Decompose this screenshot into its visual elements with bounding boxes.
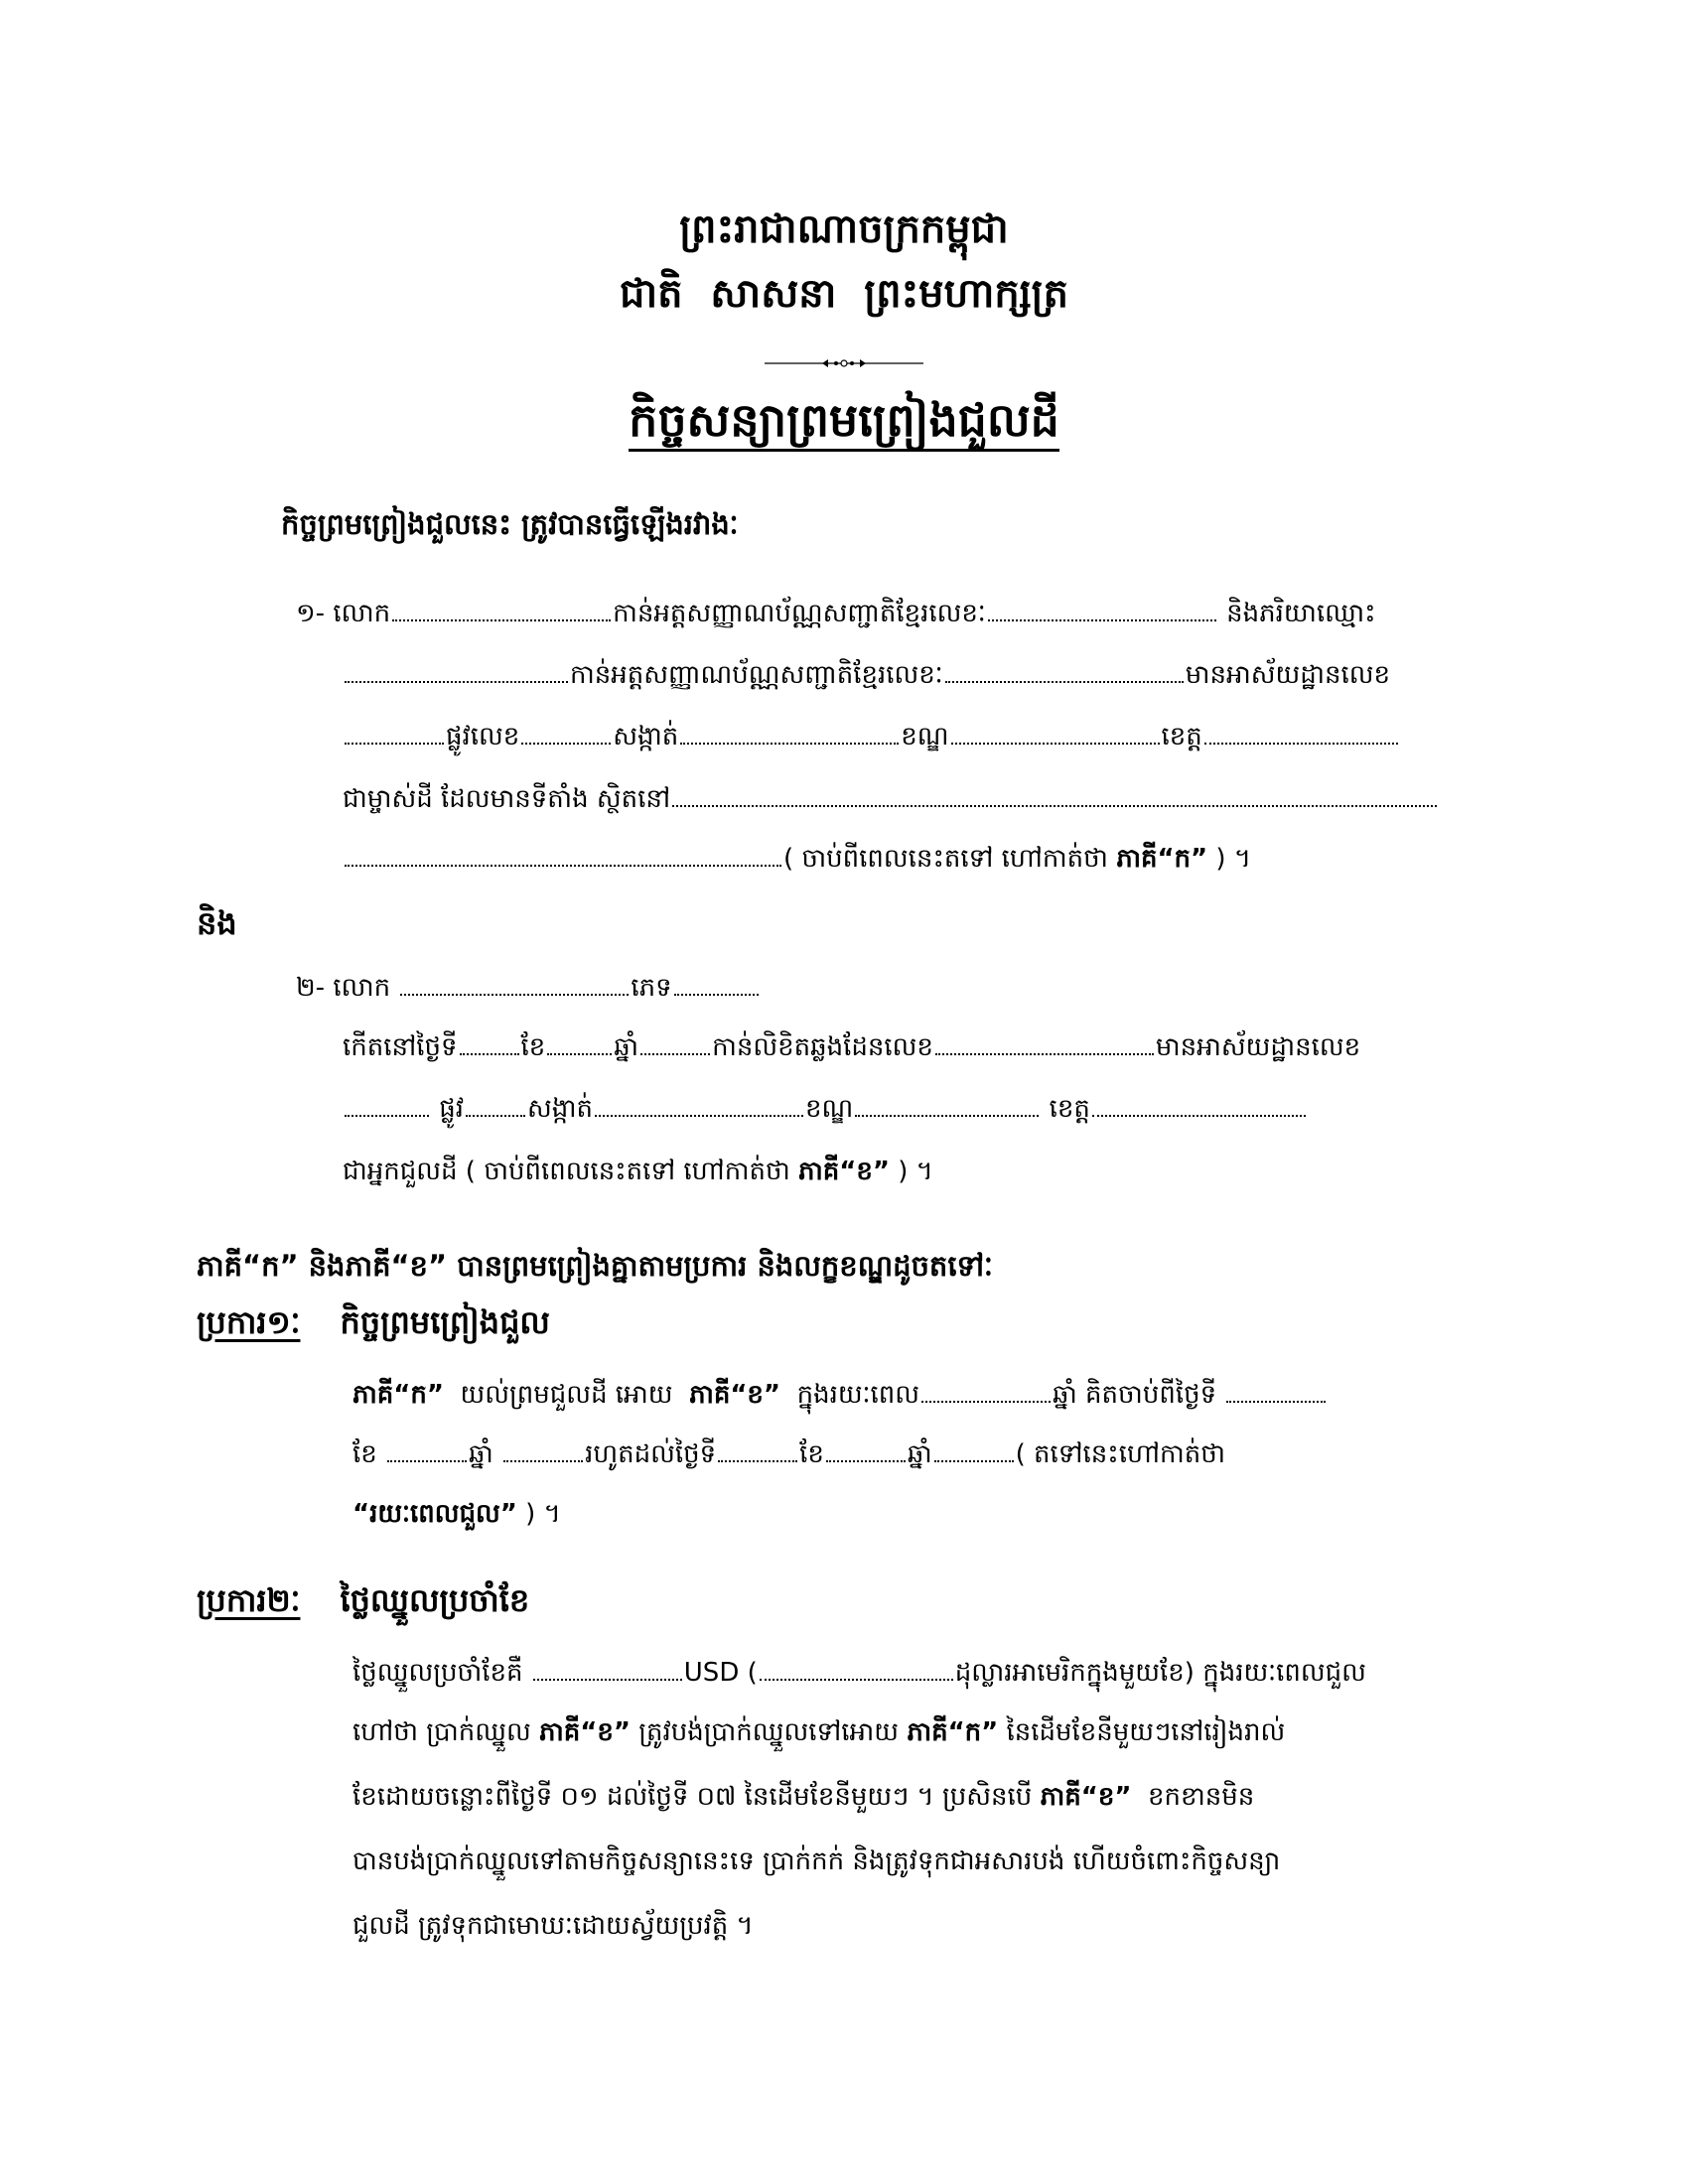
national-motto: ជាតិ សាសនា ព្រះមហាក្សត្រ	[620, 271, 1068, 317]
location-field[interactable]	[672, 779, 1437, 807]
monthly-rent-field[interactable]	[533, 1653, 682, 1681]
article1-line3: “រយៈពេលជួល” ) ។	[352, 1499, 561, 1529]
article1-line2: ខែ ឆ្នាំ រហូតដល់ថ្ងៃទី ខែ ឆ្នាំ ( តទៅនេះហៅកាត់ថា	[352, 1434, 1225, 1474]
lessee-house-field[interactable]	[345, 1089, 429, 1117]
article2-heading: ប្រការ២ៈ ថ្លៃឈ្នួលប្រចាំខែ	[197, 1581, 530, 1619]
province-field[interactable]	[1204, 717, 1398, 745]
article2-line4: បានបង់ប្រាក់ឈ្នួលទៅតាមកិច្ចសន្យានេះទេ ប្រាក់កក់ និងត្រូវទុកជាអសារបង់ ហើយចំពោះកិច្ចសន្យា	[352, 1846, 1281, 1876]
lease-years-field[interactable]	[921, 1375, 1051, 1403]
start-day-field[interactable]	[1226, 1375, 1326, 1403]
article1-heading: ប្រការ១ៈ កិច្ចព្រមព្រៀងជួល	[197, 1303, 550, 1341]
location-field-cont[interactable]	[345, 839, 781, 867]
spouse-name-field[interactable]	[345, 655, 568, 683]
party1-line2: កាន់អត្តសញ្ញាណប័ណ្ណសញ្ជាតិខ្មែរលេខៈ មានអាស័យដ្ឋានលេខ	[343, 655, 1390, 695]
party2-line4: ជាអ្នកជួលដី ( ចាប់ពីពេលនេះតទៅ ហៅកាត់ថា ភាគី“ខ” ) ។	[343, 1157, 933, 1186]
kingdom-heading: ព្រះរាជាណាចក្រកម្ពុជា	[679, 206, 1009, 252]
party1-line4: ជាម្ចាស់ដី ដែលមានទីតាំង ស្ថិតនៅ	[343, 779, 1439, 819]
khan-field[interactable]	[951, 717, 1160, 745]
start-year-field[interactable]	[503, 1434, 583, 1462]
sangkat-field[interactable]	[680, 717, 899, 745]
id-number-field[interactable]	[988, 594, 1216, 621]
ornament-icon	[765, 356, 923, 370]
end-year-field[interactable]	[934, 1434, 1014, 1462]
party2-line3: ផ្លូវ សង្កាត់ ខណ្ឌ ខេត្ត	[343, 1089, 1308, 1129]
article2-line5: ជួលដី ត្រូវទុកជាមោឃៈដោយស្វ័យប្រវត្តិ ។	[352, 1911, 754, 1941]
party2-line1: ២- លោក ភេទ	[296, 968, 761, 1008]
gender-field[interactable]	[674, 968, 759, 996]
lessee-street-field[interactable]	[466, 1089, 525, 1117]
street-field[interactable]	[521, 717, 611, 745]
passport-field[interactable]	[935, 1027, 1154, 1055]
article1-line1: ភាគី“ក” យល់ព្រមជួលដី អោយ ភាគី“ខ” ក្នុងរយៈពេល ឆ្នាំ គិតចាប់ពីថ្ងៃទី	[352, 1375, 1328, 1415]
contract-title: កិច្ចសន្យាព្រមព្រៀងជួលដី	[0, 392, 1688, 459]
rent-in-words-field[interactable]	[760, 1653, 953, 1681]
article2-line2: ហៅថា ប្រាក់ឈ្នួល ភាគី“ខ” ត្រូវបង់ប្រាក់ឈ្នួលទៅអោយ ភាគី“ក” នៃដើមខែនីមួយៗនៅរៀងរាល់	[352, 1717, 1286, 1747]
lessee-khan-field[interactable]	[855, 1089, 1039, 1117]
lessee-name-field[interactable]	[400, 968, 629, 996]
house-number-field[interactable]	[345, 717, 444, 745]
party1-line3: ផ្លូវលេខ សង្កាត់ ខណ្ឌ ខេត្ត	[343, 717, 1400, 756]
name-field[interactable]	[392, 594, 611, 621]
spouse-id-field[interactable]	[945, 655, 1184, 683]
ornament-divider	[0, 355, 1688, 374]
article2-line1: ថ្លៃឈ្នួលប្រចាំខែគឺ USD ( ដុល្លារអាមេរិកក្នុងមួយខែ) ក្នុងរយៈពេលជួល	[352, 1653, 1366, 1693]
agreement-heading: ភាគី“ក” និងភាគី“ខ” បានព្រមព្រៀងគ្នាតាមប្រការ និងលក្ខខណ្ឌដូចតទៅៈ	[197, 1249, 994, 1283]
party1-line5: ( ចាប់ពីពេលនេះតទៅ ហៅកាត់ថា ភាគី“ក” ) ។	[343, 839, 1251, 879]
end-month-field[interactable]	[826, 1434, 906, 1462]
lessee-sangkat-field[interactable]	[595, 1089, 803, 1117]
birth-year-field[interactable]	[640, 1027, 710, 1055]
birth-month-field[interactable]	[547, 1027, 612, 1055]
party1-line1: ១- លោក កាន់អត្តសញ្ញាណប័ណ្ណសញ្ជាតិខ្មែរលេខៈ និងភរិយាឈ្មោះ	[296, 594, 1376, 633]
party2-line2: កើតនៅថ្ងៃទី ខែ ឆ្នាំ កាន់លិខិតឆ្លងដែនលេខ មានអាស័យដ្ឋានលេខ	[343, 1027, 1360, 1067]
end-day-field[interactable]	[718, 1434, 797, 1462]
intro-heading: កិច្ចព្រមព្រៀងជួលនេះ ត្រូវបានធ្វើឡើងរវាងៈ	[281, 507, 739, 541]
article2-line3: ខែដោយចន្លោះពីថ្ងៃទី ០១ ដល់ថ្ងៃទី ០៧ នៃដើមខែនីមួយៗ ។ ប្រសិនបើ ភាគី“ខ” ខកខានមិន	[352, 1782, 1255, 1812]
lessee-province-field[interactable]	[1092, 1089, 1306, 1117]
start-month-field[interactable]	[387, 1434, 467, 1462]
birth-day-field[interactable]	[460, 1027, 519, 1055]
and-label: និង	[197, 904, 237, 942]
